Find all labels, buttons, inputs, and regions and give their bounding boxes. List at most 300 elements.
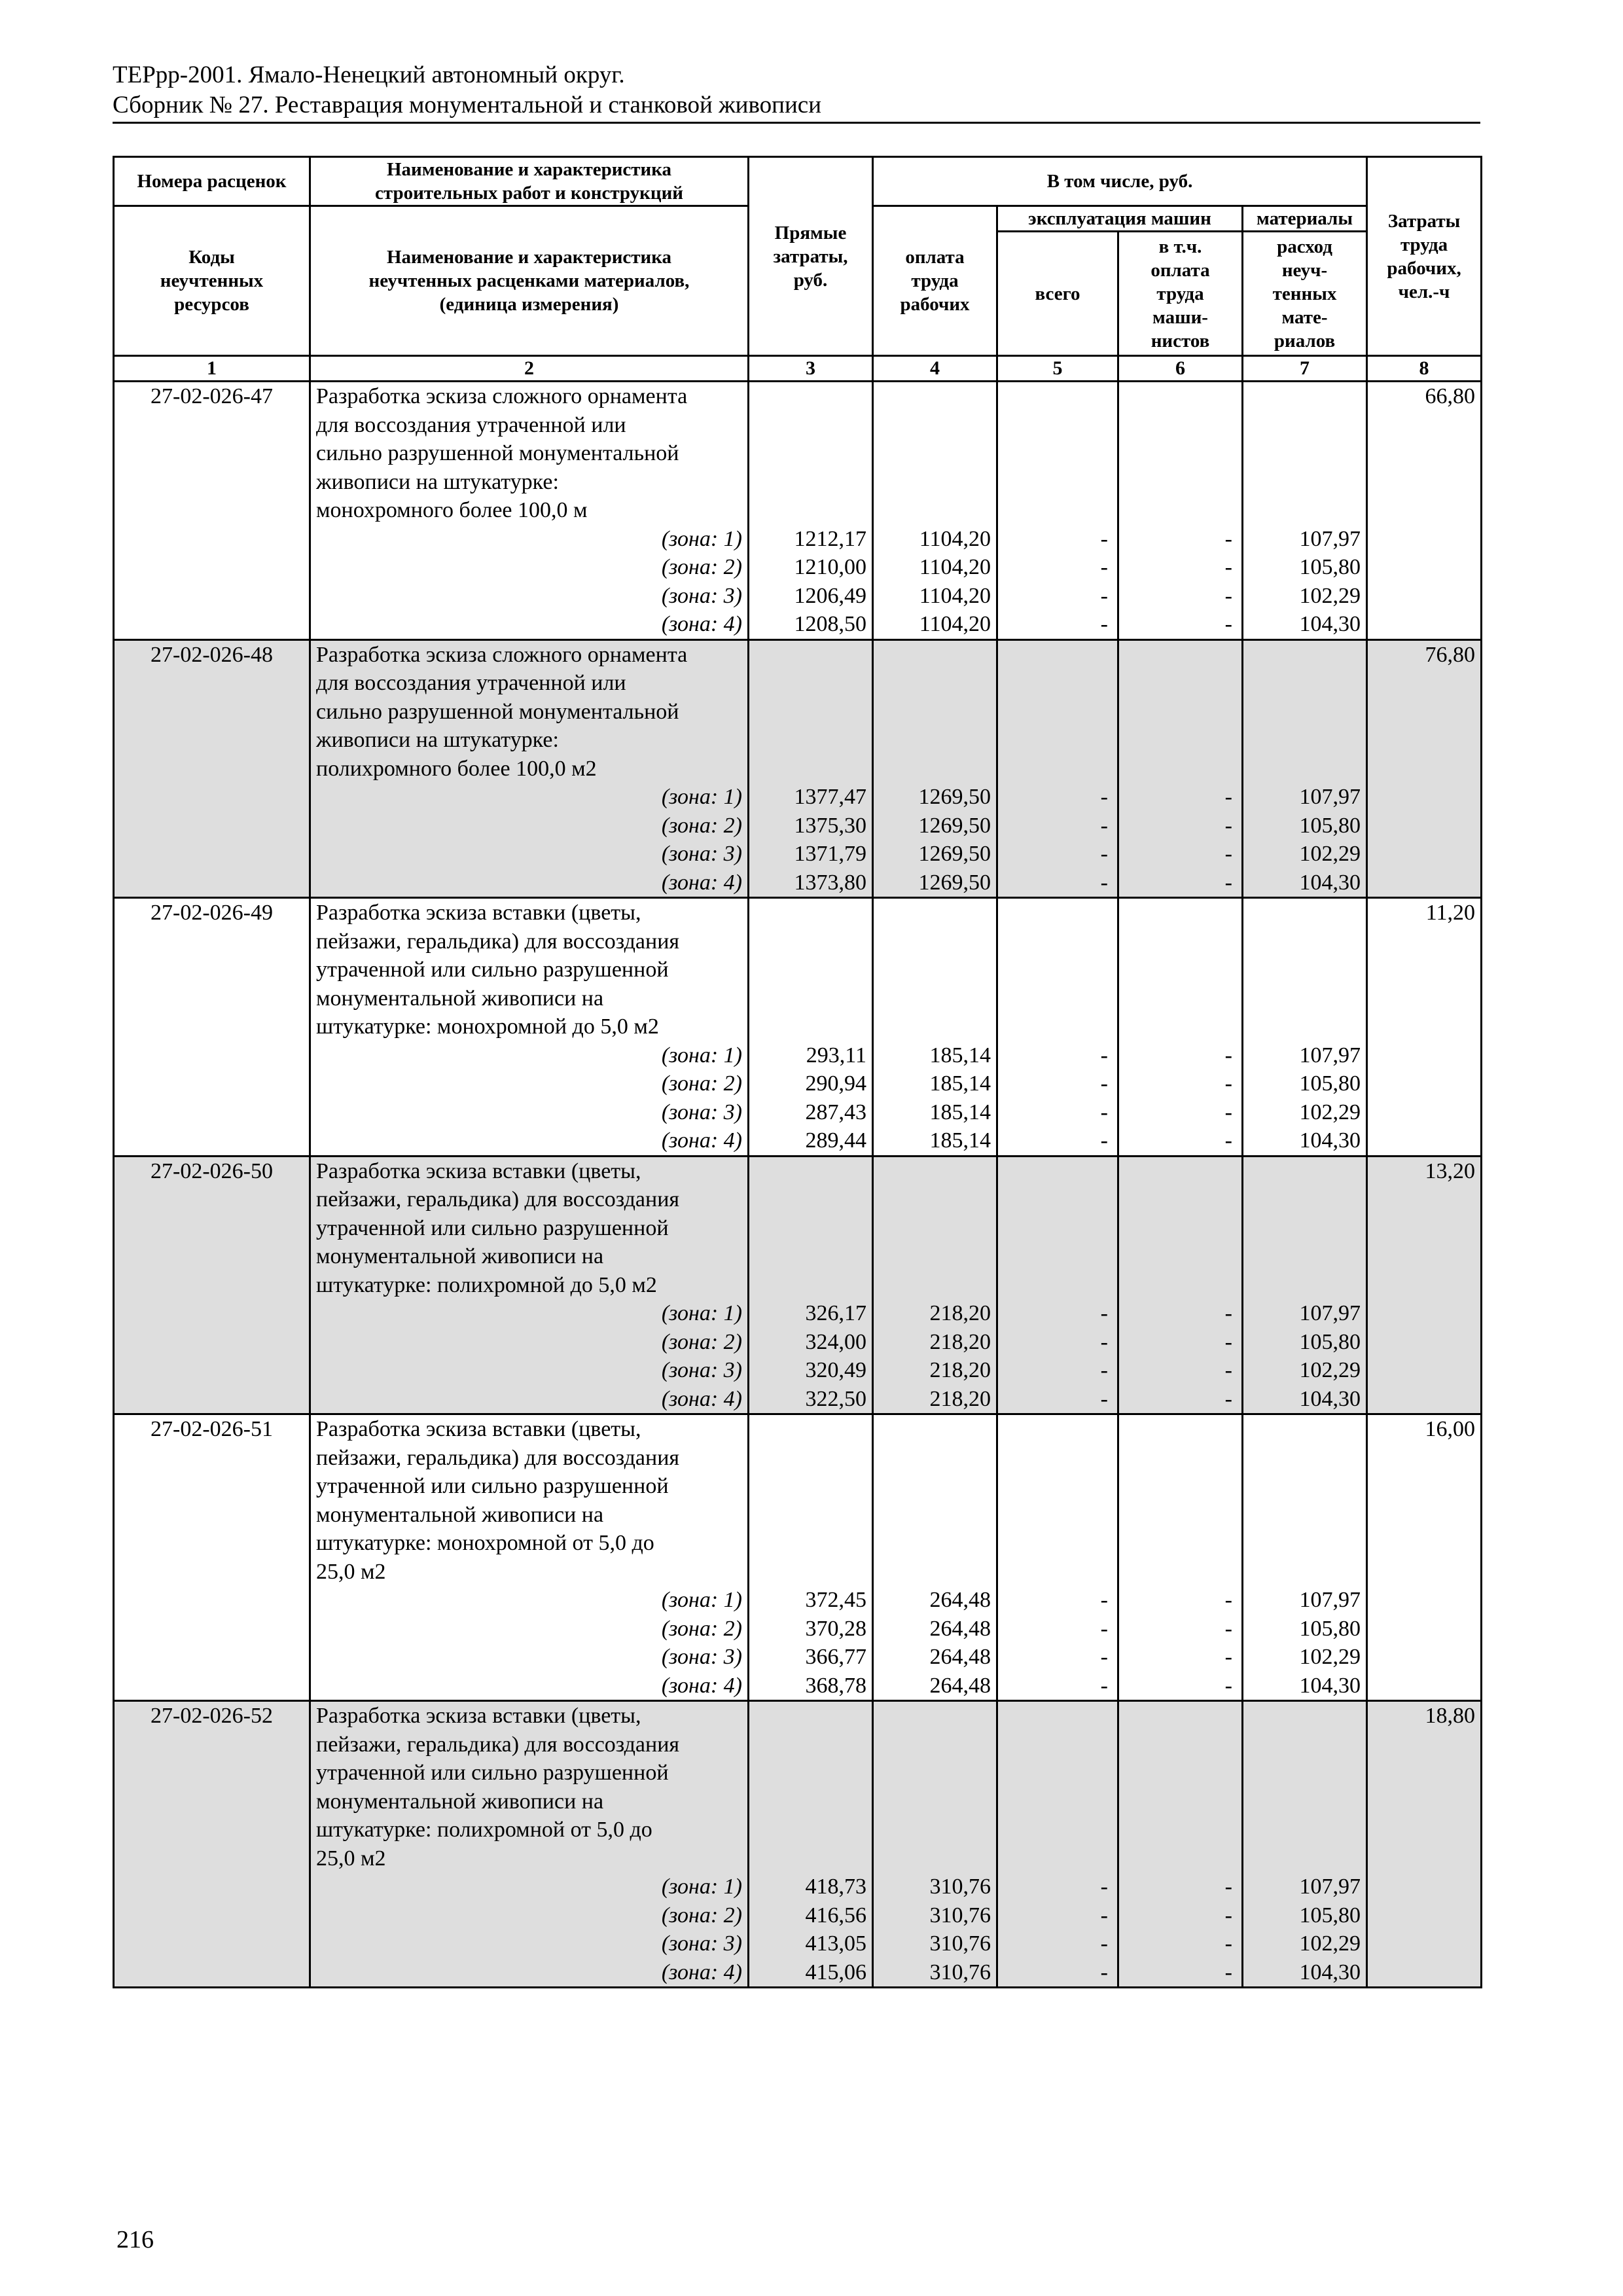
- zone-label: (зона: 1): [661, 1874, 742, 1899]
- zone-label: (зона: 2): [661, 1071, 742, 1096]
- materials-consumption: [1243, 382, 1367, 640]
- head-line: Прямые: [774, 222, 847, 243]
- spacer: [1003, 984, 1108, 1013]
- machinist-pay-value: -: [1224, 870, 1232, 895]
- spacer: [1124, 1185, 1232, 1214]
- direct-costs: [749, 1156, 873, 1414]
- materials-consumption-value: 107,97: [1299, 526, 1361, 551]
- spacer: [755, 956, 866, 984]
- direct-costs-value: 1212,17: [794, 526, 866, 551]
- spacer: [755, 382, 866, 411]
- spacer: [755, 1415, 866, 1444]
- materials-consumption-value: 104,30: [1299, 1386, 1361, 1411]
- zone-label: (зона: 1): [661, 1301, 742, 1325]
- worker-pay-value: 1269,50: [918, 813, 991, 838]
- spacer: [755, 1759, 866, 1787]
- worker-pay-value: 310,76: [929, 1960, 991, 1984]
- direct-costs-value: 287,43: [805, 1100, 866, 1124]
- table-row: [114, 1701, 1482, 1988]
- spacer: [755, 1214, 866, 1243]
- head-col2-bottom: [310, 206, 749, 356]
- description-line: штукатурке: монохромной от 5,0 до: [316, 1531, 654, 1555]
- spacer: [755, 1271, 866, 1300]
- direct-costs-value: 1206,49: [794, 583, 866, 608]
- spacer: [1003, 641, 1108, 670]
- description-line: штукатурке: полихромной от 5,0 до: [316, 1818, 652, 1842]
- description-line: Разработка эскиза вставки (цветы,: [316, 1704, 641, 1728]
- spacer: [879, 1501, 991, 1530]
- spacer: [755, 411, 866, 440]
- direct-costs: [749, 1701, 873, 1988]
- description-line: полихромного более 100,0 м2: [316, 756, 597, 781]
- direct-costs: [749, 898, 873, 1157]
- spacer: [755, 1013, 866, 1041]
- worker-pay: [873, 382, 997, 640]
- direct-costs-value: 368,78: [805, 1673, 866, 1698]
- labor-costs-value: 76,80: [1425, 642, 1476, 667]
- spacer: [879, 468, 991, 497]
- direct-costs-value: 1373,80: [794, 870, 866, 895]
- spacer: [1124, 726, 1232, 755]
- description-line: пейзажи, геральдика) для воссоздания: [316, 1732, 680, 1757]
- zone-label: (зона: 4): [661, 1386, 742, 1411]
- worker-pay-value: 185,14: [929, 1128, 991, 1153]
- spacer: [755, 439, 866, 468]
- column-number: 8: [1367, 356, 1482, 382]
- spacer: [1003, 927, 1108, 956]
- rate-code-text: 27-02-026-51: [151, 1417, 273, 1441]
- rate-code-text: 27-02-026-49: [151, 901, 273, 925]
- description-line: Разработка эскиза вставки (цветы,: [316, 901, 641, 925]
- document-header: [113, 60, 1480, 124]
- spacer: [879, 1214, 991, 1243]
- spacer: [1249, 1242, 1361, 1271]
- spacer: [1124, 1759, 1232, 1787]
- machines-total-value: -: [1100, 1645, 1108, 1669]
- materials-consumption-value: 105,80: [1299, 1071, 1361, 1096]
- rate-description: [310, 1156, 749, 1414]
- spacer: [1003, 1472, 1108, 1501]
- worker-pay-value: 264,48: [929, 1645, 991, 1669]
- description-line: для воссоздания утраченной или: [316, 412, 626, 437]
- spacer: [755, 1242, 866, 1271]
- machinist-pay-value: -: [1224, 555, 1232, 579]
- description-line: утраченной или сильно разрушенной: [316, 1215, 669, 1240]
- description-line: Разработка эскиза вставки (цветы,: [316, 1158, 641, 1183]
- worker-pay-value: 185,14: [929, 1100, 991, 1124]
- spacer: [755, 1731, 866, 1759]
- spacer: [1249, 1529, 1361, 1558]
- spacer: [1249, 1759, 1361, 1787]
- table-row: [114, 898, 1482, 1157]
- spacer: [1124, 1787, 1232, 1816]
- machines-total-value: -: [1100, 813, 1108, 838]
- spacer: [1124, 698, 1232, 726]
- spacer: [1249, 1787, 1361, 1816]
- materials-consumption-value: 102,29: [1299, 1645, 1361, 1669]
- head-line: труда: [1156, 283, 1204, 304]
- spacer: [1003, 1501, 1108, 1530]
- machinist-pay-value: -: [1224, 1903, 1232, 1928]
- machines-total: [997, 639, 1118, 898]
- spacer: [879, 382, 991, 411]
- column-number: 4: [873, 356, 997, 382]
- machinist-pay-value: -: [1224, 1329, 1232, 1354]
- rate-description: [310, 1414, 749, 1701]
- direct-costs: [749, 1414, 873, 1701]
- head-line: оплата: [905, 247, 965, 268]
- description-line: 25,0 м2: [316, 1846, 386, 1871]
- machines-total-value: -: [1100, 1874, 1108, 1899]
- head-col2-top: [310, 157, 749, 206]
- zone-label: (зона: 2): [661, 1903, 742, 1928]
- spacer: [1249, 439, 1361, 468]
- head-col1-top: Номера расценок: [114, 157, 310, 206]
- spacer: [755, 496, 866, 525]
- spacer: [1249, 411, 1361, 440]
- spacer: [1003, 1787, 1108, 1816]
- spacer: [879, 1759, 991, 1787]
- head-col2-top-line: строительных работ и конструкций: [374, 183, 684, 204]
- spacer: [879, 726, 991, 755]
- head-direct-costs: [749, 157, 873, 356]
- head-line: рабочих: [900, 294, 970, 315]
- worker-pay-value: 185,14: [929, 1043, 991, 1067]
- machines-total-value: -: [1100, 1071, 1108, 1096]
- worker-pay-value: 264,48: [929, 1673, 991, 1698]
- spacer: [755, 641, 866, 670]
- spacer: [1249, 956, 1361, 984]
- machines-total-value: -: [1100, 526, 1108, 551]
- zone-label: (зона: 3): [661, 1100, 742, 1124]
- spacer: [1003, 956, 1108, 984]
- spacer: [1124, 1558, 1232, 1587]
- spacer: [755, 669, 866, 698]
- spacer: [1003, 411, 1108, 440]
- rates-table: [113, 156, 1482, 1988]
- machinist-pay: [1118, 382, 1243, 640]
- worker-pay-value: 1269,50: [918, 842, 991, 866]
- description-line: пейзажи, геральдика) для воссоздания: [316, 1187, 680, 1211]
- spacer: [1124, 984, 1232, 1013]
- description-line: Разработка эскиза вставки (цветы,: [316, 1417, 641, 1441]
- head-line: затраты,: [773, 245, 848, 267]
- worker-pay-value: 310,76: [929, 1903, 991, 1928]
- materials-consumption-value: 104,30: [1299, 1128, 1361, 1153]
- head-line: неуч-: [1281, 259, 1328, 281]
- spacer: [1003, 669, 1108, 698]
- spacer: [1124, 468, 1232, 497]
- spacer: [879, 669, 991, 698]
- spacer: [879, 698, 991, 726]
- table-row: [114, 1414, 1482, 1701]
- zone-label: (зона: 2): [661, 1329, 742, 1354]
- rate-code-text: 27-02-026-48: [151, 642, 273, 667]
- spacer: [879, 1787, 991, 1816]
- labor-costs: [1367, 1701, 1482, 1988]
- spacer: [879, 956, 991, 984]
- spacer: [755, 1157, 866, 1186]
- zone-label: (зона: 4): [661, 1128, 742, 1153]
- head-line: мате-: [1281, 306, 1328, 328]
- materials-consumption: [1243, 1701, 1367, 1988]
- spacer: [755, 1702, 866, 1731]
- direct-costs-value: 366,77: [805, 1645, 866, 1669]
- direct-costs-value: 322,50: [805, 1386, 866, 1411]
- materials-consumption-value: 104,30: [1299, 612, 1361, 636]
- header-title: ТЕРрр-2001. Ямало-Ненецкий автономный округ.: [113, 62, 625, 88]
- machinist-pay-value: -: [1224, 1673, 1232, 1698]
- machines-total: [997, 1156, 1118, 1414]
- spacer: [1003, 439, 1108, 468]
- spacer: [1124, 1472, 1232, 1501]
- spacer: [1003, 726, 1108, 755]
- description-line: живописи на штукатурке:: [316, 728, 559, 752]
- spacer: [1249, 1157, 1361, 1186]
- column-number: 7: [1243, 356, 1367, 382]
- spacer: [1124, 411, 1232, 440]
- rate-code: [114, 382, 310, 640]
- spacer: [1003, 1271, 1108, 1300]
- machinist-pay: [1118, 898, 1243, 1157]
- zone-label: (зона: 2): [661, 555, 742, 579]
- head-line: чел.-ч: [1398, 281, 1450, 302]
- spacer: [1249, 726, 1361, 755]
- rate-code-text: 27-02-026-50: [151, 1158, 273, 1183]
- spacer: [1003, 899, 1108, 927]
- spacer: [1249, 1185, 1361, 1214]
- spacer: [1124, 1529, 1232, 1558]
- spacer: [1249, 641, 1361, 670]
- spacer: [879, 755, 991, 783]
- machines-total-value: -: [1100, 1960, 1108, 1984]
- zone-label: (зона: 3): [661, 1931, 742, 1956]
- worker-pay-value: 1269,50: [918, 870, 991, 895]
- machinist-pay-value: -: [1224, 583, 1232, 608]
- materials-consumption: [1243, 1414, 1367, 1701]
- description-line: монументальной живописи на: [316, 1502, 604, 1527]
- labor-costs: [1367, 382, 1482, 640]
- column-number: 6: [1118, 356, 1243, 382]
- spacer: [755, 1816, 866, 1844]
- page-number: 216: [116, 2226, 154, 2253]
- spacer: [1249, 1558, 1361, 1587]
- spacer: [1124, 1816, 1232, 1844]
- machines-total-value: -: [1100, 1386, 1108, 1411]
- spacer: [879, 1271, 991, 1300]
- spacer: [879, 1731, 991, 1759]
- direct-costs-value: 1208,50: [794, 612, 866, 636]
- spacer: [1124, 1157, 1232, 1186]
- direct-costs-value: 290,94: [805, 1071, 866, 1096]
- rate-group: [114, 639, 1482, 898]
- machines-total: [997, 1414, 1118, 1701]
- description-line: сильно разрушенной монументальной: [316, 699, 679, 724]
- table-row: [114, 382, 1482, 640]
- spacer: [879, 411, 991, 440]
- description-line: монументальной живописи на: [316, 1244, 604, 1268]
- spacer: [755, 468, 866, 497]
- description-line: пейзажи, геральдика) для воссоздания: [316, 929, 680, 954]
- direct-costs-value: 293,11: [806, 1043, 866, 1067]
- spacer: [1003, 698, 1108, 726]
- rate-description: [310, 639, 749, 898]
- spacer: [1003, 755, 1108, 783]
- direct-costs-value: 1371,79: [794, 842, 866, 866]
- rate-group: [114, 1156, 1482, 1414]
- labor-costs-value: 18,80: [1425, 1704, 1476, 1728]
- spacer: [1124, 1271, 1232, 1300]
- materials-consumption-value: 102,29: [1299, 1100, 1361, 1124]
- machinist-pay-value: -: [1224, 1874, 1232, 1899]
- spacer: [1249, 1702, 1361, 1731]
- labor-costs: [1367, 639, 1482, 898]
- direct-costs-value: 289,44: [805, 1128, 866, 1153]
- worker-pay-value: 1104,20: [919, 583, 991, 608]
- worker-pay-value: 264,48: [929, 1616, 991, 1641]
- machines-total-value: -: [1100, 1588, 1108, 1612]
- head-line: Наименование и характеристика: [386, 247, 672, 268]
- description-line: монументальной живописи на: [316, 1789, 604, 1814]
- machines-total-value: -: [1100, 583, 1108, 608]
- materials-consumption-value: 105,80: [1299, 1329, 1361, 1354]
- spacer: [879, 899, 991, 927]
- materials-consumption-value: 102,29: [1299, 1358, 1361, 1382]
- worker-pay-value: 218,20: [929, 1358, 991, 1382]
- machines-total-value: -: [1100, 1100, 1108, 1124]
- description-line: штукатурке: полихромной до 5,0 м2: [316, 1272, 657, 1297]
- header-subtitle: Сборник № 27. Реставрация монументальной и станковой живописи: [113, 92, 822, 118]
- direct-costs-value: 418,73: [805, 1874, 866, 1899]
- head-machines-total: всего: [997, 232, 1118, 356]
- spacer: [1003, 1844, 1108, 1873]
- machinist-pay-value: -: [1224, 1128, 1232, 1153]
- direct-costs: [749, 639, 873, 898]
- materials-consumption-value: 102,29: [1299, 842, 1361, 866]
- materials-consumption-value: 107,97: [1299, 1874, 1361, 1899]
- head-line: (единица измерения): [439, 294, 619, 315]
- spacer: [1003, 1013, 1108, 1041]
- head-line: труда: [911, 270, 959, 291]
- description-line: живописи на штукатурке:: [316, 469, 559, 494]
- machinist-pay-value: -: [1224, 1645, 1232, 1669]
- labor-costs-value: 66,80: [1425, 384, 1476, 408]
- materials-consumption-value: 107,97: [1299, 1301, 1361, 1325]
- spacer: [879, 1444, 991, 1473]
- head-col2-top-line: Наименование и характеристика: [386, 159, 672, 180]
- spacer: [879, 1157, 991, 1186]
- spacer: [1249, 698, 1361, 726]
- machinist-pay-value: -: [1224, 1588, 1232, 1612]
- head-line: руб.: [793, 269, 828, 291]
- zone-label: (зона: 4): [661, 870, 742, 895]
- spacer: [755, 1444, 866, 1473]
- materials-consumption-value: 107,97: [1299, 1588, 1361, 1612]
- materials-consumption-value: 105,80: [1299, 555, 1361, 579]
- machines-total: [997, 898, 1118, 1157]
- machinist-pay-value: -: [1224, 842, 1232, 866]
- description-line: штукатурке: монохромной до 5,0 м2: [316, 1014, 659, 1039]
- materials-consumption-value: 105,80: [1299, 1616, 1361, 1641]
- worker-pay-value: 218,20: [929, 1386, 991, 1411]
- machines-total-value: -: [1100, 1616, 1108, 1641]
- spacer: [755, 1529, 866, 1558]
- spacer: [1249, 468, 1361, 497]
- worker-pay-value: 1104,20: [919, 612, 991, 636]
- spacer: [1003, 1415, 1108, 1444]
- zone-label: (зона: 3): [661, 1645, 742, 1669]
- worker-pay-value: 218,20: [929, 1329, 991, 1354]
- machines-total-value: -: [1100, 1043, 1108, 1067]
- spacer: [755, 899, 866, 927]
- machinist-pay-value: -: [1224, 1358, 1232, 1382]
- column-number-row: [114, 356, 1482, 382]
- rate-code: [114, 639, 310, 898]
- spacer: [879, 1558, 991, 1587]
- spacer: [879, 1242, 991, 1271]
- description-line: монументальной живописи на: [316, 986, 604, 1011]
- rate-code: [114, 1414, 310, 1701]
- worker-pay-value: 1269,50: [918, 785, 991, 809]
- head-machinist-pay: [1118, 232, 1243, 356]
- spacer: [1124, 927, 1232, 956]
- spacer: [879, 1472, 991, 1501]
- materials-consumption-value: 102,29: [1299, 583, 1361, 608]
- description-line: сильно разрушенной монументальной: [316, 441, 679, 465]
- machinist-pay-value: -: [1224, 1100, 1232, 1124]
- zone-label: (зона: 3): [661, 583, 742, 608]
- table-head: [114, 157, 1482, 382]
- worker-pay-value: 310,76: [929, 1931, 991, 1956]
- rate-code-text: 27-02-026-52: [151, 1704, 273, 1728]
- head-line: нистов: [1150, 330, 1210, 351]
- spacer: [1249, 1013, 1361, 1041]
- description-line: Разработка эскиза сложного орнамента: [316, 642, 688, 667]
- spacer: [1003, 1185, 1108, 1214]
- spacer: [1124, 382, 1232, 411]
- spacer: [1124, 1214, 1232, 1243]
- rate-group: [114, 1701, 1482, 1988]
- zone-label: (зона: 1): [661, 785, 742, 809]
- zone-label: (зона: 4): [661, 1960, 742, 1984]
- head-line: ресурсов: [174, 294, 249, 315]
- labor-costs-value: 13,20: [1425, 1158, 1476, 1183]
- spacer: [755, 1844, 866, 1873]
- head-line: тенных: [1272, 283, 1337, 304]
- materials-consumption-value: 107,97: [1299, 1043, 1361, 1067]
- machinist-pay-value: -: [1224, 1386, 1232, 1411]
- head-line: Коды: [188, 247, 235, 268]
- worker-pay-value: 1104,20: [919, 526, 991, 551]
- spacer: [1249, 1816, 1361, 1844]
- description-line: монохромного более 100,0 м: [316, 498, 588, 522]
- spacer: [1249, 669, 1361, 698]
- machinist-pay-value: -: [1224, 1043, 1232, 1067]
- spacer: [1003, 1558, 1108, 1587]
- materials-consumption-value: 104,30: [1299, 1960, 1361, 1984]
- description-line: утраченной или сильно разрушенной: [316, 1761, 669, 1785]
- head-line: неучтенных расценками материалов,: [368, 270, 690, 291]
- direct-costs-value: 416,56: [805, 1903, 866, 1928]
- materials-consumption: [1243, 898, 1367, 1157]
- direct-costs-value: 324,00: [805, 1329, 866, 1354]
- spacer: [1003, 496, 1108, 525]
- direct-costs: [749, 382, 873, 640]
- column-number: 1: [114, 356, 310, 382]
- worker-pay-value: 185,14: [929, 1071, 991, 1096]
- head-machines: эксплуатация машин: [997, 206, 1243, 232]
- worker-pay-value: 264,48: [929, 1588, 991, 1612]
